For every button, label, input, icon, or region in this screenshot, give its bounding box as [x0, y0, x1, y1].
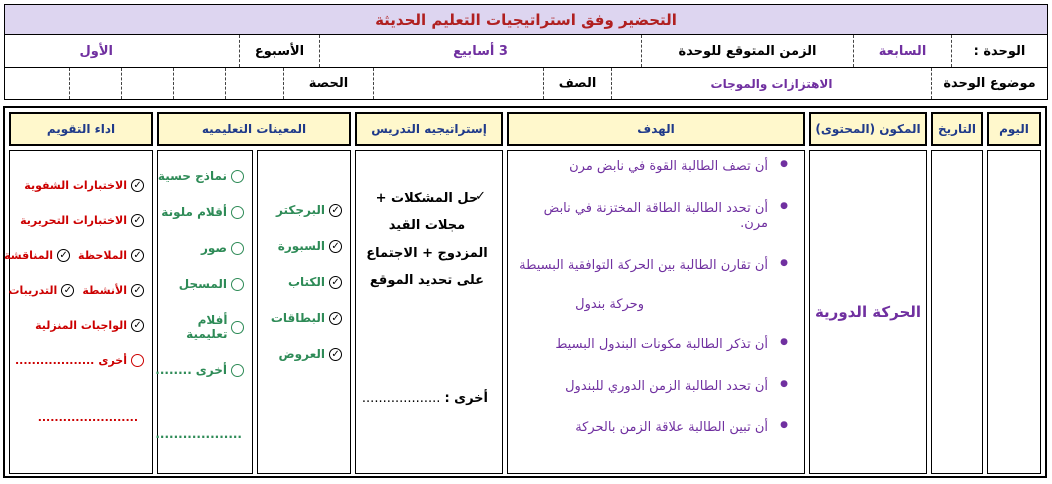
aid-item: ✓ البطاقات — [271, 311, 342, 325]
period-cell-4 — [69, 68, 121, 99]
check-circle-icon: ✓ — [329, 204, 342, 217]
period-cell-1 — [225, 68, 283, 99]
strategy-cell — [355, 150, 503, 474]
check-circle-icon: ✓ — [329, 348, 342, 361]
header-goal: الهدف — [507, 112, 805, 146]
goal-item: ● أن تحدد الطالبة الطاقة المختزنة في نابض مرن. — [514, 201, 794, 232]
check-circle-icon: ✓ — [329, 276, 342, 289]
empty-circle-icon — [231, 206, 244, 219]
class-value — [373, 68, 543, 99]
class-label: الصف — [543, 68, 611, 99]
aid-item: ✓ العروض — [271, 347, 342, 361]
aid-item: صور — [155, 241, 244, 255]
goal-item: ● أن تبين الطالبة علاقة الزمن بالحركة — [514, 420, 794, 436]
check-circle-icon: ✓ — [131, 319, 144, 332]
period-label: الحصة — [283, 68, 373, 99]
aid-item: أخرى ........ — [155, 363, 244, 377]
day-cell — [987, 150, 1041, 474]
strategy-line-2: مجلات القيد — [388, 218, 466, 234]
check-circle-icon: ✓ — [131, 284, 144, 297]
assessment-item: ✓ الأنشطة ✓ التدريبات — [4, 284, 144, 297]
period-cell-2 — [173, 68, 225, 99]
check-circle-icon: ✓ — [131, 179, 144, 192]
aid-item: ✓ السبورة — [271, 239, 342, 253]
header-date: التاريخ — [931, 112, 983, 146]
header-aids: المعينات التعليميه — [157, 112, 351, 146]
period-cell-3 — [121, 68, 173, 99]
unit-value: السابعة — [853, 35, 951, 67]
goal-list — [508, 151, 804, 436]
header-assessment: اداء التقويم — [9, 112, 153, 146]
period-cell-5 — [5, 68, 69, 99]
content-cell — [809, 150, 927, 474]
date-cell — [931, 150, 983, 474]
strategy-check-icon: ✓ — [475, 189, 486, 204]
aid-item: نماذج حسية — [155, 169, 244, 183]
check-circle-icon: ✓ — [131, 249, 144, 262]
check-circle-icon: ✓ — [61, 284, 74, 297]
check-circle-icon: ✓ — [329, 312, 342, 325]
strategy-line-3: المزدوج + الاجتماع — [366, 245, 488, 261]
empty-circle-icon — [231, 364, 244, 377]
empty-circle-icon — [231, 170, 244, 183]
assessment-item: أخرى ................... — [4, 354, 144, 367]
assessment-item: ✓ الاختبارات الشفوية — [4, 179, 144, 192]
aids-dots-line: ................... — [155, 427, 242, 441]
empty-circle-icon — [231, 242, 244, 255]
empty-circle-icon — [131, 354, 144, 367]
goal-item: ● أن تصف الطالبة القوة في نابض مرن — [514, 159, 794, 175]
expected-time-label: الزمن المتوقع للوحدة — [641, 35, 853, 67]
expected-time-value: 3 أسابيع — [319, 35, 641, 67]
empty-circle-icon — [231, 278, 244, 291]
check-circle-icon: ✓ — [329, 240, 342, 253]
assessment-item: ✓ الاختبارات التحريرية — [4, 214, 144, 227]
header-table — [4, 4, 1048, 100]
check-circle-icon: ✓ — [57, 249, 70, 262]
assessment-dots-line: ........................ — [37, 411, 138, 424]
aids-left-cell — [157, 150, 253, 474]
empty-circle-icon — [231, 321, 244, 334]
topic-info-row — [5, 68, 1047, 99]
strategy-other-label: أخرى : — [444, 391, 488, 406]
aid-item: ✓ الكتاب — [271, 275, 342, 289]
aid-item: أقلام ملونة — [155, 205, 244, 219]
header-strategy: إستراتيجيه التدريس — [355, 112, 503, 146]
aid-item: أفلام تعليمية — [155, 313, 244, 341]
week-value: الأول — [79, 43, 113, 59]
aid-item: المسجل — [155, 277, 244, 291]
header-day: اليوم — [987, 112, 1041, 146]
aids-right-cell — [257, 150, 351, 474]
goal-item: ● أن تحدد الطالبة الزمن الدوري للبندول — [514, 379, 794, 395]
unit-topic-label: موضوع الوحدة — [931, 68, 1047, 99]
unit-info-row — [5, 35, 1047, 68]
content-value: الحركة الدورية — [814, 303, 922, 321]
check-circle-icon: ✓ — [131, 214, 144, 227]
goal-item: ● أن تذكر الطالبة مكونات البندول البسيط — [514, 337, 794, 353]
unit-label: الوحدة : — [951, 35, 1047, 67]
week-label: الأسبوع — [239, 35, 319, 67]
assessment-item: ✓ الواجبات المنزلية — [4, 319, 144, 332]
aid-item: ✓ البرجكتر — [271, 203, 342, 217]
unit-topic-value: الاهتزازات والموجات — [611, 68, 931, 99]
assessment-cell — [4, 150, 153, 474]
page-title: التحضير وفق استراتيجيات التعليم الحديثة — [5, 5, 1047, 35]
goal-item: ● أن تقارن الطالبة بين الحركة التوافقية البسيطة — [514, 258, 794, 274]
goal-item: وحركة بندول — [575, 297, 644, 313]
strategy-other-dots: ................... — [361, 391, 441, 406]
goal-cell — [507, 150, 805, 474]
strategy-line-1: حل المشكلات + — [375, 191, 479, 206]
assessment-item: ✓ الملاحظة ✓ المناقشة — [4, 249, 144, 262]
lesson-plan-table — [3, 106, 1047, 478]
strategy-line-4: على تحديد الموقع — [369, 272, 485, 288]
header-content: المكون (المحتوى) — [809, 112, 927, 146]
